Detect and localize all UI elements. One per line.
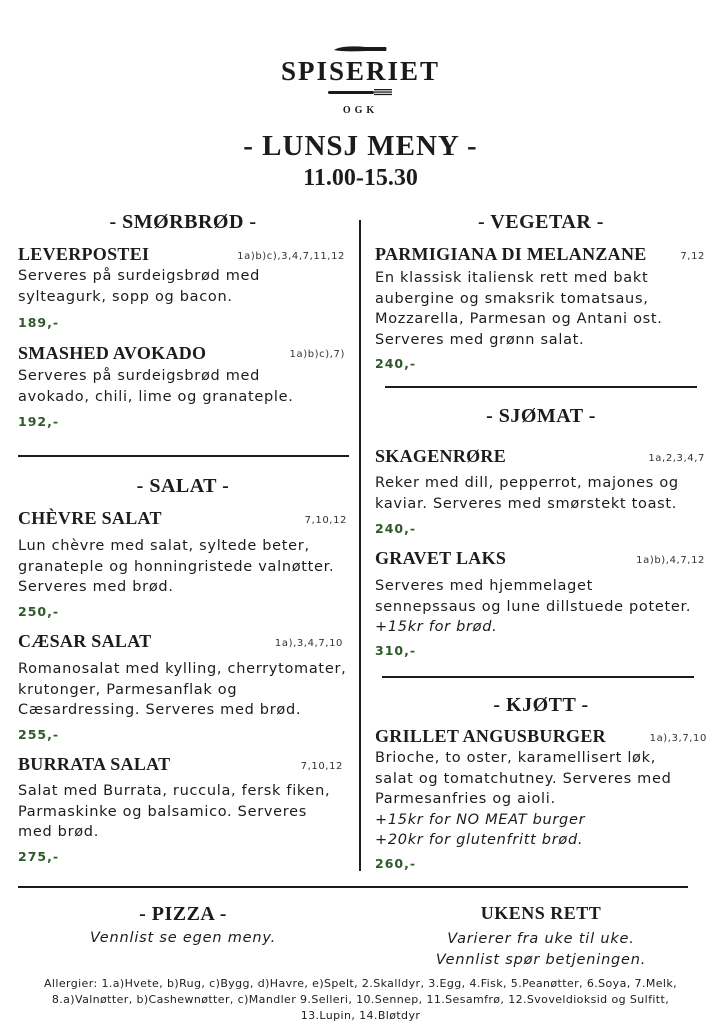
item-allergens: 1a,2,3,4,7 — [648, 453, 705, 464]
item-name: SMASHED AVOKADO — [18, 343, 207, 363]
item-allergens: 1a)b),4,7,12 — [636, 555, 705, 566]
section-heading-smorbrod: - SMØRBRØD - — [109, 211, 257, 233]
pizza-note: Vennlist se egen meny. — [89, 930, 277, 946]
section-heading-kjott: - KJØTT - — [493, 694, 589, 716]
item-price: 240,- — [375, 356, 417, 371]
item-allergens: 7,10,12 — [304, 515, 347, 526]
item-allergens: 1a)b)c),3,4,7,11,12 — [237, 251, 345, 262]
section-heading-salat: - SALAT - — [136, 475, 230, 497]
item-price: 192,- — [18, 414, 60, 429]
item-price: 310,- — [375, 643, 417, 658]
section-heading-vegetar: - VEGETAR - — [478, 211, 604, 233]
item-allergens: 7,12 — [680, 251, 705, 262]
item-description: Salat med Burrata, ruccula, fersk fiken, Parmaskinke og balsamico. Serveres med brød. — [18, 783, 331, 840]
item-name: CHÈVRE SALAT — [18, 508, 162, 528]
item-price: 189,- — [18, 315, 60, 330]
item-name: CÆSAR SALAT — [18, 631, 152, 651]
item-description: Brioche, to oster, karamellisert løk, salat og tomatchutney. Serveres med Parmesanfries og aioli. +15kr for NO MEAT burger +20kr for glutenfritt brød. — [375, 750, 672, 848]
item-allergens: 1a)b)c),7) — [289, 349, 345, 360]
knife-icon — [332, 44, 388, 54]
fork-icon — [326, 88, 394, 96]
section-divider — [382, 676, 694, 678]
item-allergens: 1a),3,7,10 — [649, 733, 707, 744]
item-name: BURRATA SALAT — [18, 754, 171, 774]
item-price: 240,- — [375, 521, 417, 536]
item-description: Serveres med hjemmelaget sennepssaus og lune dillstuede poteter. +15kr for brød. — [375, 578, 692, 635]
item-description: En klassisk italiensk rett med bakt aubergine og smaksrik tomatsaus, Mozzarella, Parmesan og Antani ost. Serveres med grønn salat. — [375, 270, 663, 348]
item-name: GRAVET LAKS — [375, 548, 507, 568]
item-name: PARMIGIANA DI MELANZANE — [375, 244, 647, 264]
item-description: Romanosalat med kylling, cherrytomater, krutonger, Parmesanflak og Cæsardressing. Serveres med brød. — [18, 661, 347, 718]
item-allergens: 1a),3,4,7,10 — [274, 638, 343, 649]
allergy-legend: Allergier: 1.a)Hvete, b)Rug, c)Bygg, d)Havre, e)Spelt, 2.Skalldyr, 3.Egg, 4.Fisk, 5.Peanøtter, 6.Soya, 7.Melk, 8.a)Valnøtter, b)Cashewnøtter, c)Mandler 9.Selleri, 10.Sennep, 11.Sesamfrø, 12.Svoveldioksid og Sulfitt, 13.Lupin, 14.Bløtdyr — [43, 977, 677, 1022]
footer-divider — [18, 886, 688, 888]
ukens-rett-note: Varierer fra uke til uke. Vennlist spør betjeningen. — [435, 931, 647, 968]
item-name: LEVERPOSTEI — [18, 244, 150, 264]
section-divider — [18, 455, 349, 457]
item-name: GRILLET ANGUSBURGER — [375, 726, 606, 746]
column-divider — [359, 220, 361, 871]
section-heading-pizza: - PIZZA - — [139, 903, 227, 925]
item-name: SKAGENRØRE — [375, 446, 507, 466]
opening-hours: 11.00-15.30 — [303, 165, 418, 191]
item-price: 260,- — [375, 856, 417, 871]
section-heading-ukens-rett: UKENS RETT — [480, 903, 602, 923]
menu-title: - LUNSJ MENY - — [243, 130, 478, 162]
item-allergens: 7,10,12 — [300, 761, 343, 772]
logo-name: SPISERIET — [280, 56, 441, 86]
item-description: Serveres på surdeigsbrød med avokado, chili, lime og granateple. — [18, 368, 294, 405]
item-price: 255,- — [18, 727, 60, 742]
item-price: 250,- — [18, 604, 60, 619]
item-description: Lun chèvre med salat, syltede beter, granateple og honningristede valnøtter. Serveres med brød. — [18, 538, 335, 595]
item-description: Reker med dill, pepperrot, majones og kaviar. Serveres med smørstekt toast. — [375, 475, 679, 512]
section-heading-sjomat: - SJØMAT - — [486, 405, 596, 427]
item-price: 275,- — [18, 849, 60, 864]
section-divider — [385, 386, 697, 388]
logo-subtitle: OGK — [342, 105, 379, 116]
item-description: Serveres på surdeigsbrød med sylteagurk, sopp og bacon. — [18, 268, 261, 305]
